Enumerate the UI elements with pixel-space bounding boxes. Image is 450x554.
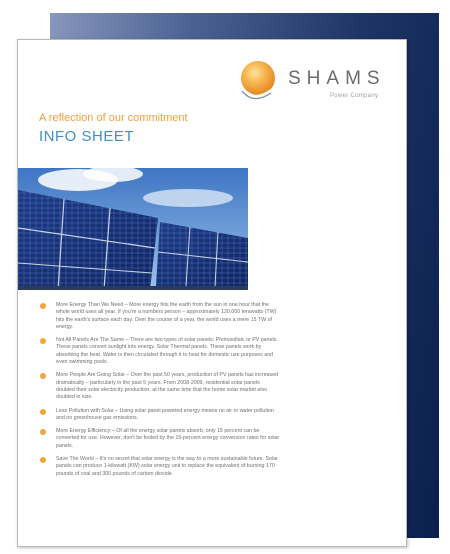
- bullet-dot-icon: [40, 409, 46, 415]
- bullet-dot-icon: [40, 338, 46, 344]
- info-sheet-page: [17, 39, 407, 547]
- fact-item: [40, 302, 280, 331]
- fact-text: Less Pollution with Solar – Using solar panel powered energy means no air or water pollution and no greenhouse gas emissions.: [56, 407, 274, 421]
- fact-text: More Energy Than We Need – More energy hits the earth from the sun in one hour that the whole world uses all year. If you're a numbers person – approximately 120,000 terawatts (TW) hits the earth's surface each day. Over the course of a year, the world uses a mere 15 TW of energy.: [56, 302, 277, 330]
- fact-item: [40, 372, 280, 401]
- bullet-dot-icon: [40, 429, 46, 435]
- tagline: A reflection of our commitment: [39, 112, 188, 124]
- fact-text: More People Are Going Solar – Over the past 50 years, production of PV panels has increased dramatically – particularly in the past 5 years. From 2008-2009, residential solar panels doubled their solar electricity production, at the same time that the home solar market also doubled in size.: [56, 372, 279, 401]
- page-title: INFO SHEET: [39, 128, 135, 145]
- brand-name: SHAMS: [288, 68, 386, 89]
- shams-logo: [238, 58, 388, 108]
- solar-panels-photo: [18, 168, 248, 290]
- fact-item: [40, 456, 280, 478]
- brand-subtitle: Power Company: [330, 93, 379, 99]
- fact-text: Save The World – It's no secret that solar energy is the way to a more sustainable future. Solar panels can produce 1-kilowatt (KW) solar energy unit to replace the equivalent of burning 170 pounds of coal and 300 pounds of carbon dioxide.: [56, 456, 278, 477]
- bullet-dot-icon: [40, 373, 46, 379]
- fact-item: [40, 428, 280, 450]
- fact-text: More Energy Efficiency – Of all the energy solar panels absorb, only 15 percent can be converted for use. However, don't be fooled by the 15-percent energy conversion rates for solar panels.: [56, 428, 280, 449]
- solar-panels-illustration: [18, 168, 248, 290]
- fact-text: Not All Panels Are The Same – There are two types of solar panels: Photovoltaic or PV panels. These panels convert sunlight into energy. Solar Thermal panels. These panels work by absorbing the heat. Water is then circulated through it to heat for domestic use purposes and even swimming pools.: [56, 337, 278, 366]
- sun-logo-icon: [238, 60, 278, 104]
- bullet-dot-icon: [40, 303, 46, 309]
- fact-item: [40, 337, 280, 366]
- bullet-dot-icon: [40, 457, 46, 463]
- fact-item: [40, 408, 280, 423]
- facts-list: [40, 302, 280, 478]
